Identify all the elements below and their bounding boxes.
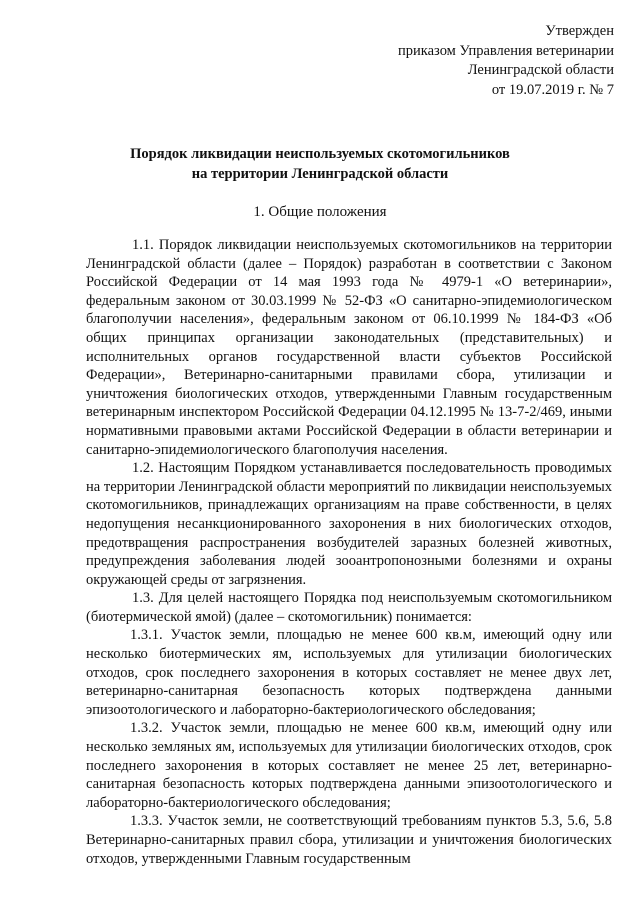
approval-line-approved: Утвержден xyxy=(545,23,614,39)
approval-line-date: от 19.07.2019 г. № 7 xyxy=(491,81,614,98)
paragraph-1-3-1: 1.3.1. Участок земли, площадью не менее 600 кв.м, имеющий одну или несколько биотермических ям, используемых для утилизации биологических отходов, срок последнего захоронения в которых составляет не менее двух лет, ветеринарно-санитарная безопасность которых подтверждена данными эпизоотологического и лабораторно-бактериологического обследования; xyxy=(86,627,612,718)
paragraph-1-2: 1.2. Настоящим Порядком устанавливается последовательность проводимых на территории Ленинградской области мероприятий по ликвидации неиспользуемых скотомогильников, принадлежащих организациям на праве собственности, в целях недопущения несанкционированного захоронения в них биологических отходов, предотвращения распространения возбудителей заразных болезней животных, предупреждения заболевания людей зооантропонозными болезнями и охраны окружающей среды от загрязнения. xyxy=(86,460,612,588)
document-title-line-1: Порядок ликвидации неиспользуемых скотомогильников xyxy=(130,146,510,162)
approval-stamp xyxy=(354,22,614,100)
paragraph-1-3-2: 1.3.2. Участок земли, площадью не менее 600 кв.м, имеющий одну или несколько земляных ям, используемых для утилизации биологических отходов, срок последнего захоронения в которых составляет не менее 25 лет, ветеринарно-санитарная безопасность которых подтверждена данными эпизоотологического и лабораторно-бактериологического обследования; xyxy=(86,720,612,811)
approval-line-region: Ленинградской области xyxy=(467,62,614,78)
document-body xyxy=(86,236,612,868)
paragraph-1-1: 1.1. Порядок ликвидации неиспользуемых скотомогильников на территории Ленинградской области (далее – Порядок) разработан в соответствии с Законом Российской Федерации от 14 мая 1993 года № 4979-1 «О ветеринарии», федеральным законом от 30.03.1999 № 52-ФЗ «О санитарно-эпидемиологическом благополучии населения», федеральным законом от 06.10.1999 № 184-ФЗ «Об общих принципах организации законодательных (представительных) и исполнительных органов государственной власти субъектов Российской Федерации», Ветеринарно-санитарными правилами сбора, утилизации и уничтожения биологических отходов, утвержденными Главным государственным ветеринарным инспектором Российской Федерации 04.12.1995 № 13-7-2/469, иными нормативными правовыми актами Российской Федерации в области ветеринарии и санитарно-эпидемиологического благополучия населения. xyxy=(86,237,612,458)
approval-line-order: приказом Управления ветеринарии xyxy=(398,42,614,59)
document-title xyxy=(0,144,640,184)
section-heading: 1. Общие положения xyxy=(253,204,387,220)
paragraph-1-3: 1.3. Для целей настоящего Порядка под неиспользуемым скотомогильником (биотермической ямой) (далее – скотомогильник) понимается: xyxy=(86,590,612,625)
document-title-line-2: на территории Ленинградской области xyxy=(191,166,449,182)
paragraph-1-3-3: 1.3.3. Участок земли, не соответствующий требованиям пунктов 5.3, 5.6, 5.8 Ветеринарно-санитарных правил сбора, утилизации и уничтожения биологических отходов, утвержденными Главным государственным xyxy=(86,813,612,867)
